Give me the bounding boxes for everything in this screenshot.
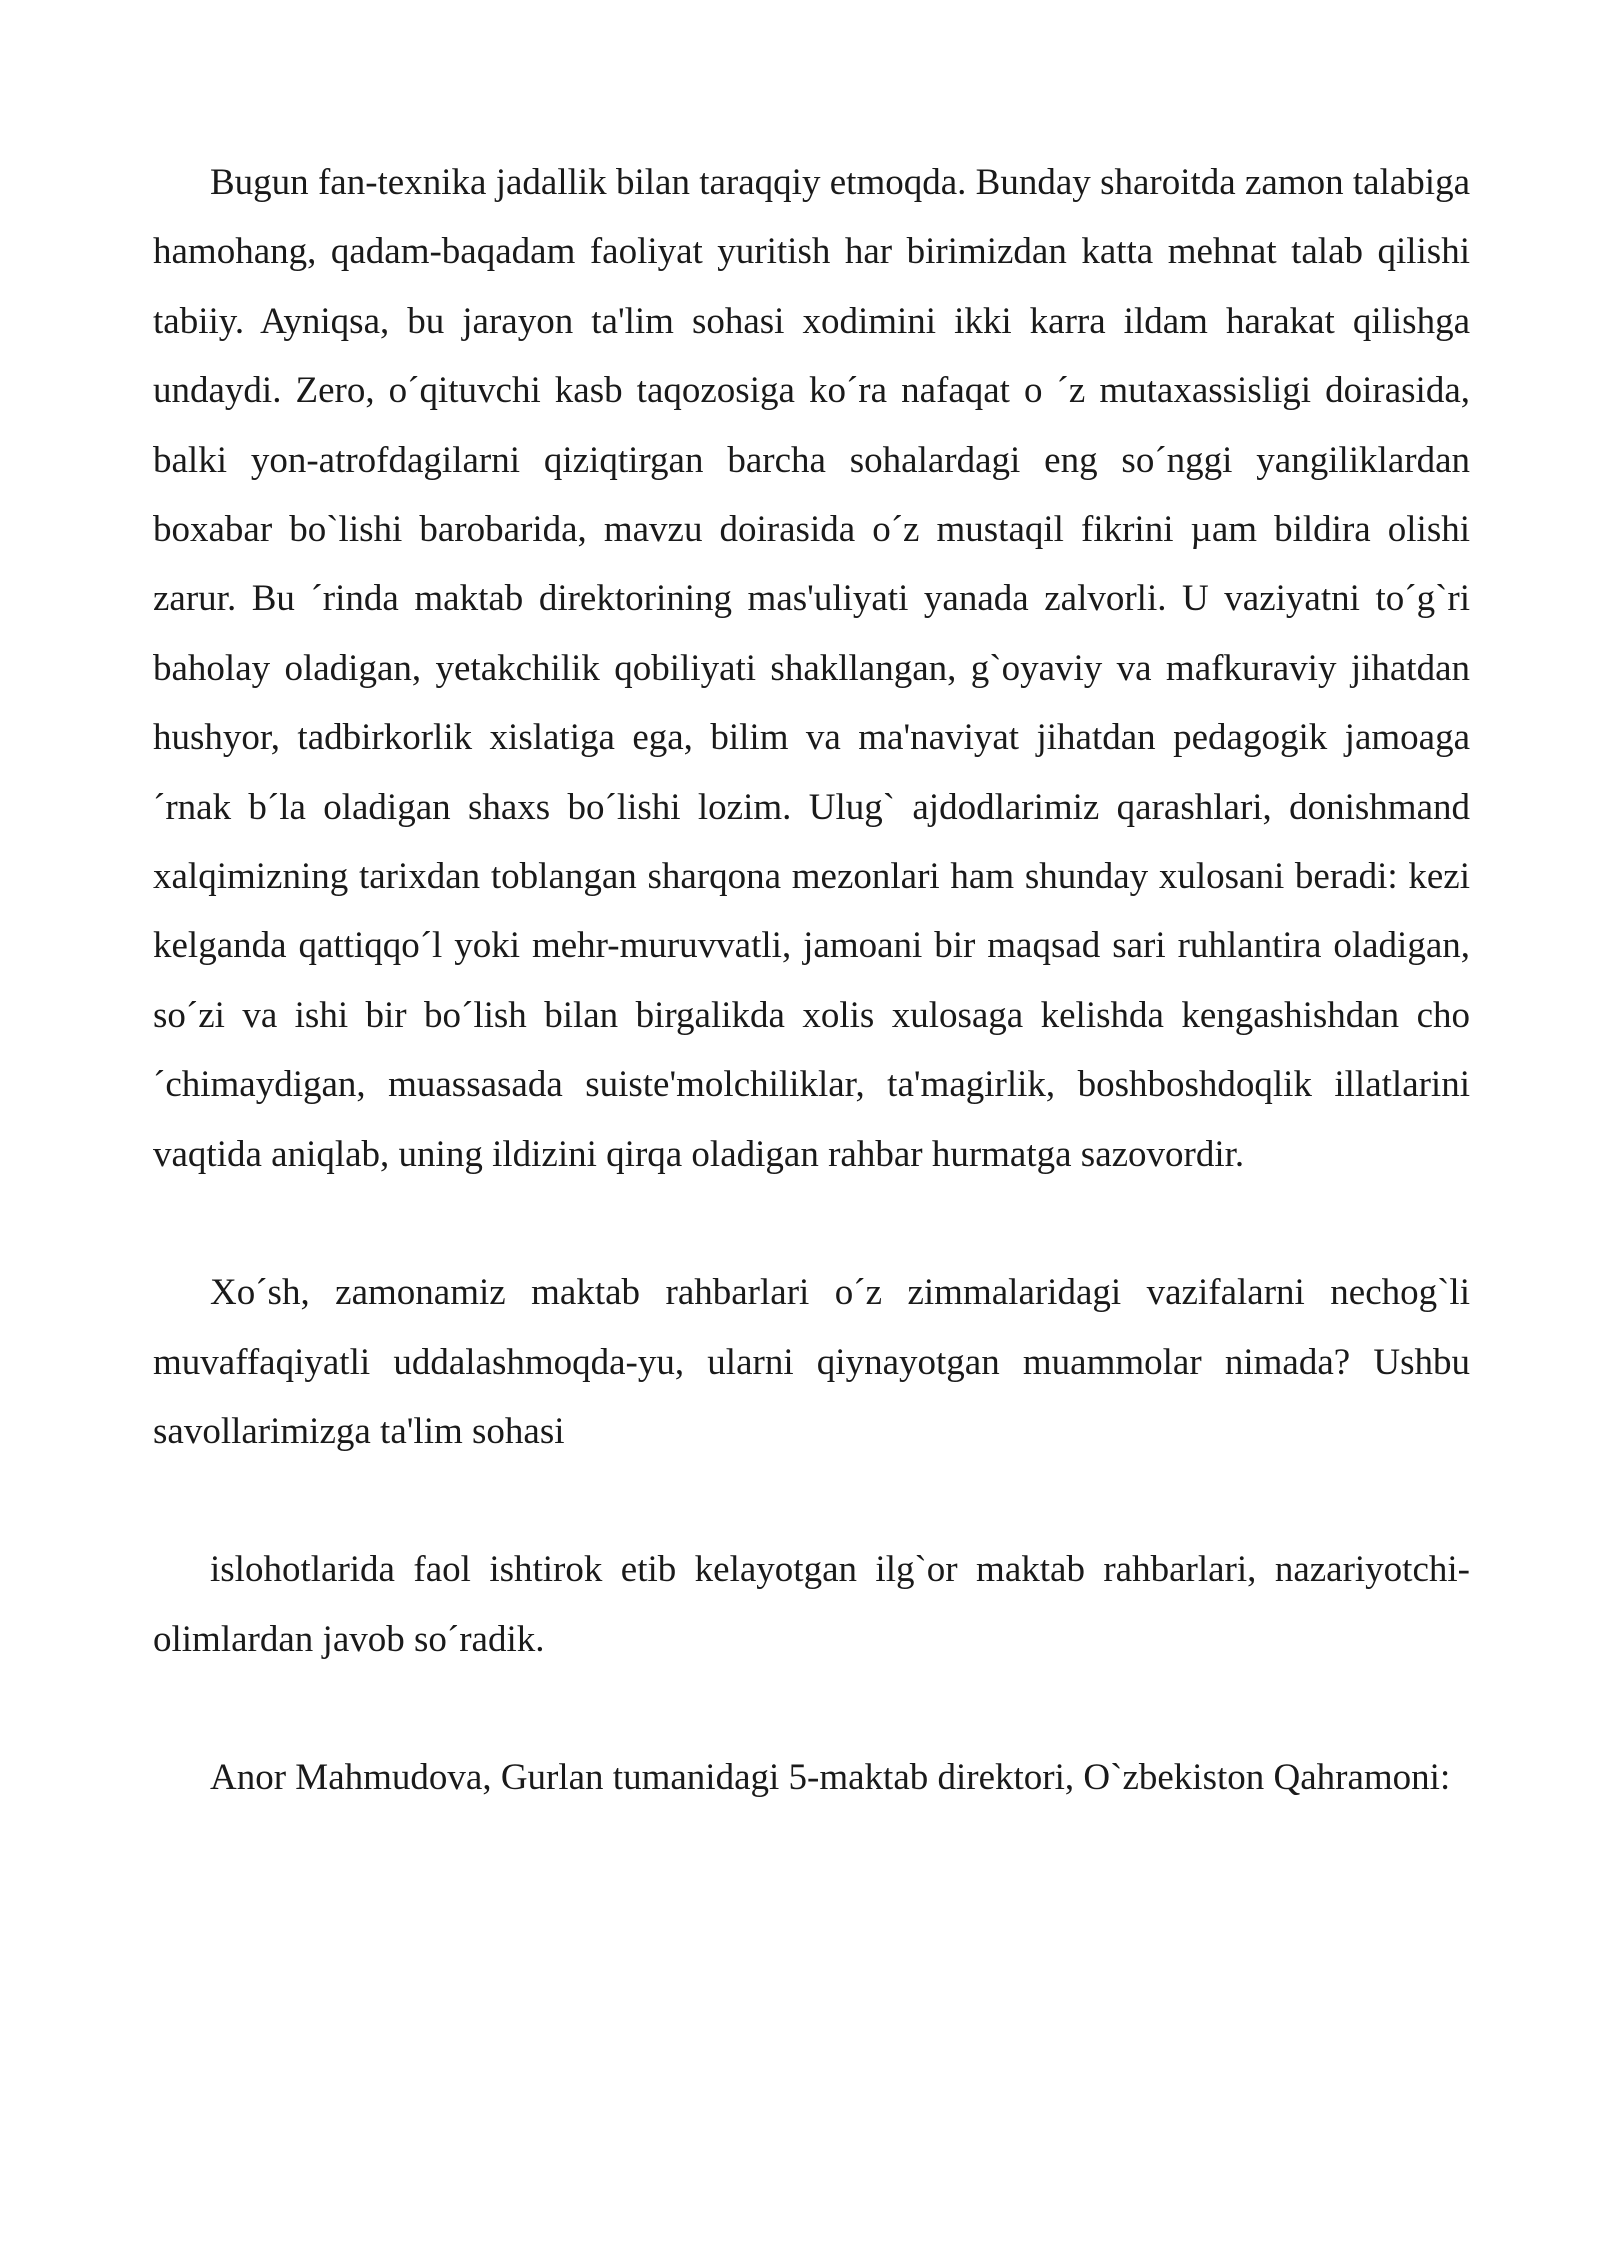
paragraph-intro: Bugun fan-texnika jadallik bilan taraqqiy etmoqda. Bunday sharoitda zamon talabiga hamohang, qadam-baqadam faoliyat yuritish har birimizdan katta mehnat talab qilishi tabiiy. Ayniqsa, bu jarayon ta'lim sohasi xodimini ikki karra ildam harakat qilishga undaydi. Zero, o´qituvchi kasb taqozosiga ko´ra nafaqat o ´z mutaxassisligi doirasida, balki yon-atrofdagilarni qiziqtirgan barcha sohalardagi eng so´nggi yangiliklardan boxabar bo`lishi barobarida, mavzu doirasida o´z mustaqil fikrini µam bildira olishi zarur. Bu ´rinda maktab direktorining mas'uliyati yanada zalvorli. U vaziyatni to´g`ri baholay oladigan, yetakchilik qobiliyati shakllangan, g`oyaviy va mafkuraviy jihatdan hushyor, tadbirkorlik xislatiga ega, bilim va ma'naviyat jihatdan pedagogik jamoaga ´rnak b´la oladigan shaxs bo´lishi lozim. Ulug` ajdodlarimiz qarashlari, donishmand xalqimizning tarixdan toblangan sharqona mezonlari ham shunday xulosani beradi: kezi kelganda qattiqqo´l yoki mehr-muruvvatli, jamoani bir maqsad sari ruhlantira oladigan, so´zi va ishi bir bo´lish bilan birgalikda xolis xulosaga kelishda kengashishdan cho´chimaydigan, muassasada suiste'molchiliklar, ta'magirlik, boshboshdoqlik illatlarini vaqtida aniqlab, uning ildizini qirqa oladigan rahbar hurmatga sazovordir.	[153, 162, 1470, 1175]
document-body	[153, 148, 1470, 1813]
paragraph-answer-intro: islohotlarida faol ishtirok etib kelayotgan ilg`or maktab rahbarlari, nazariyotchi-olimlardan javob so´radik.	[153, 1549, 1470, 1660]
paragraph-question: Xo´sh, zamonamiz maktab rahbarlari o´z zimmalaridagi vazifalarni nechog`li muvaffaqiyatli uddalashmoqda-yu, ularni qiynayotgan muammolar nimada? Ushbu savollarimizga ta'lim sohasi	[153, 1272, 1470, 1452]
paragraph-speaker: Anor Mahmudova, Gurlan tumanidagi 5-maktab direktori, O`zbekiston Qahramoni:	[210, 1757, 1451, 1799]
